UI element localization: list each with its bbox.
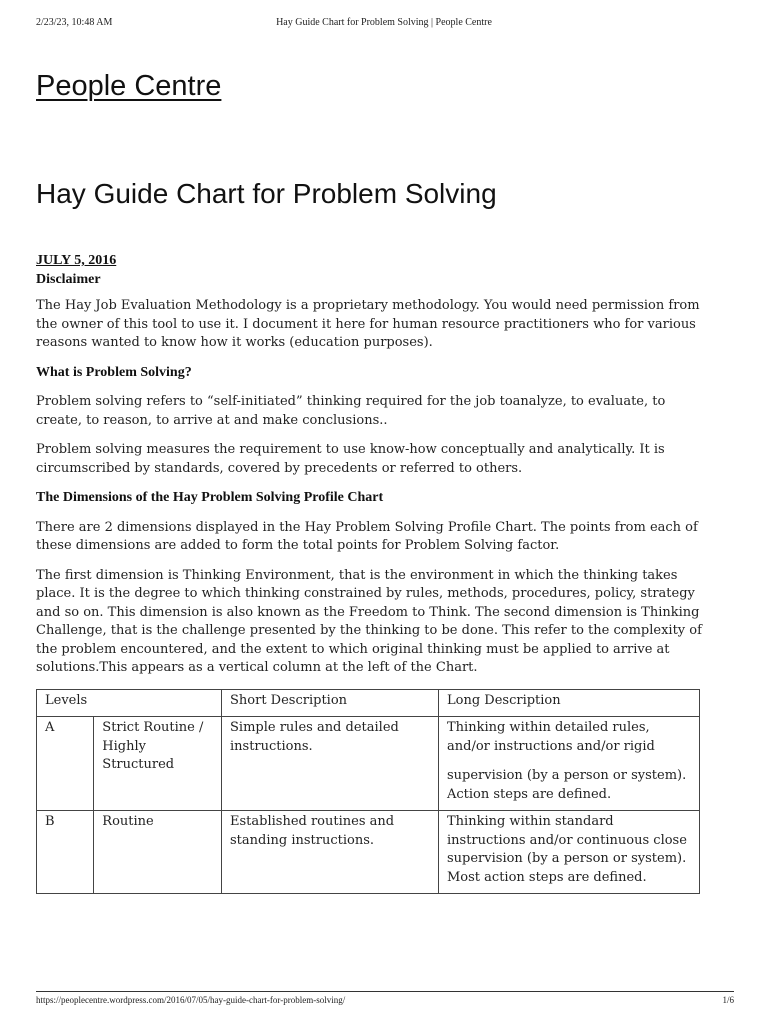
level-long-description bbox=[439, 717, 700, 811]
site-title-link[interactable]: People Centre bbox=[36, 70, 222, 102]
print-datetime: 2/23/23, 10:48 AM bbox=[36, 17, 113, 28]
level-short-description: Simple rules and detailed instructions. bbox=[222, 717, 439, 811]
paragraph-dimensions-2: The first dimension is Thinking Environment, that is the environment in which the thinking takes place. It is the degree to which thinking constrained by rules, methods, procedures, policy, strategy and so on. This dimension is also known as the Freedom to Think. The second dimension is Thinking Challenge, that is the challenge presented by the thinking to be done. This refer to the complexity of the problem encountered, and the extent to which original thinking must be applied to arrive at solutions.This appears as a vertical column at the left of the Chart. bbox=[36, 567, 702, 675]
level-name: Routine bbox=[94, 811, 222, 894]
header-short-description: Short Description bbox=[222, 689, 439, 717]
section-heading-dimensions: The Dimensions of the Hay Problem Solving Profile Chart bbox=[36, 490, 384, 505]
header-long-description: Long Description bbox=[439, 689, 700, 717]
table-row bbox=[37, 811, 700, 894]
paragraph-problem-solving-2: Problem solving measures the requirement to use know-how conceptually and analytically. It is circumscribed by standards, covered by precedents or referred to others. bbox=[36, 442, 665, 476]
post-content bbox=[36, 252, 702, 894]
paragraph-problem-solving-1: Problem solving refers to “self-initiated” thinking required for the job toanalyze, to evaluate, to create, to reason, to arrive at and make conclusions.. bbox=[36, 394, 666, 428]
print-footer bbox=[36, 991, 734, 1005]
level-short-description: Established routines and standing instructions. bbox=[222, 811, 439, 894]
level-long-description: Thinking within standard instructions and/or continuous close supervision (by a person or system). Most action steps are defined. bbox=[439, 811, 700, 894]
section-heading-problem-solving: What is Problem Solving? bbox=[36, 364, 192, 380]
post-date-link[interactable]: JULY 5, 2016 bbox=[36, 253, 117, 268]
table-header-row bbox=[37, 689, 700, 717]
long-description-part: supervision (by a person or system). Action steps are defined. bbox=[447, 768, 687, 802]
print-url: https://peoplecentre.wordpress.com/2016/07/05/hay-guide-chart-for-problem-solving/ bbox=[36, 995, 346, 1005]
level-code: B bbox=[37, 811, 94, 894]
level-name: Strict Routine / Highly Structured bbox=[94, 717, 222, 811]
level-code: A bbox=[37, 717, 94, 811]
levels-table bbox=[36, 689, 700, 895]
print-page-title: Hay Guide Chart for Problem Solving | People Centre bbox=[276, 17, 492, 28]
header-levels: Levels bbox=[37, 689, 222, 717]
disclaimer-heading: Disclaimer bbox=[36, 271, 101, 287]
table-row bbox=[37, 717, 700, 811]
long-description-part: Thinking within detailed rules, and/or instructions and/or rigid bbox=[447, 720, 655, 754]
post-title: Hay Guide Chart for Problem Solving bbox=[36, 178, 497, 209]
disclaimer-text: The Hay Job Evaluation Methodology is a proprietary methodology. You would need permission from the owner of this tool to use it. I document it here for human resource practitioners who for various reasons wanted to know how it works (education purposes). bbox=[36, 298, 700, 350]
page-number: 1/6 bbox=[722, 995, 734, 1005]
paragraph-dimensions-1: There are 2 dimensions displayed in the Hay Problem Solving Profile Chart. The points from each of these dimensions are added to form the total points for Problem Solving factor. bbox=[36, 519, 698, 553]
